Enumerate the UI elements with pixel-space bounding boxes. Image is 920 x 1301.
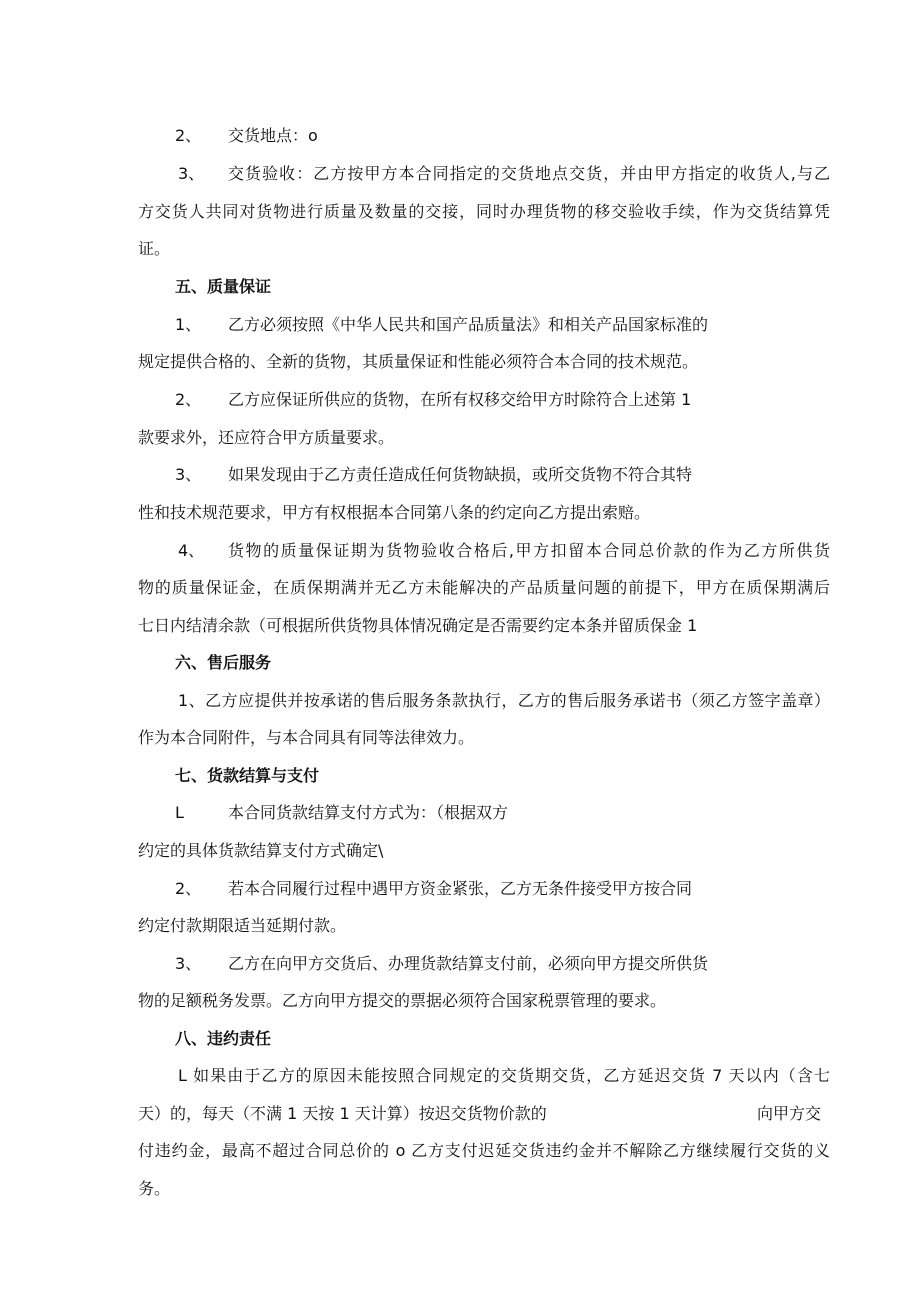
liability-line-3: 付违约金，最高不超过合同总价的 o 乙方支付迟延交货违约金并不解除乙方继续履行交货的义 [138,1141,830,1160]
section-heading-quality: 五、质量保证 [175,277,272,296]
liability-line-4: 务。 [138,1179,171,1198]
liability-line-1: L 如果由于乙方的原因未能按照合同规定的交货期交货，乙方延迟交货 7 天以内（含七 [178,1066,830,1085]
after-sales-line-2: 作为本合同附件，与本合同具有同等法律效力。 [138,728,475,747]
section-heading-after-sales: 六、售后服务 [175,653,272,672]
payment-item-3-line-1: 乙方在向甲方交货后、办理货款结算支付前，必须向甲方提交所供货 [228,954,709,973]
item-number: 2、 [175,390,202,409]
quality-item-4-line-1: 货物的质量保证期为货物验收合格后,甲方扣留本合同总价款的作为乙方所供货 [228,541,830,560]
payment-item-1-line-1: 本合同货款结算支付方式为：（根据双方 [228,803,509,822]
delivery-acceptance-line-1: 交货验收：乙方按甲方本合同指定的交货地点交货，并由甲方指定的收货人,与乙 [228,164,830,183]
quality-item-2-line-2: 款要求外，还应符合甲方质量要求。 [138,428,395,447]
delivery-acceptance-line-3: 证。 [138,239,171,258]
delivery-acceptance-line-2: 方交货人共同对货物进行质量及数量的交接，同时办理货物的移交验收手续，作为交货结算凭 [138,202,830,221]
after-sales-line-1: 1、乙方应提供并按承诺的售后服务条款执行，乙方的售后服务承诺书（须乙方签字盖章） [178,691,830,710]
liability-line-2b: 向甲方交 [757,1104,822,1123]
payment-item-2-line-2: 约定付款期限适当延期付款。 [138,916,347,935]
section-heading-liability: 八、违约责任 [175,1029,272,1048]
quality-item-1-line-1: 乙方必须按照《中华人民共和国产品质量法》和相关产品国家标准的 [228,315,709,334]
liability-line-2a: 天）的，每天（不满 1 天按 1 天计算）按迟交货物价款的 [138,1104,547,1123]
delivery-location: 交货地点：o [228,126,318,145]
payment-item-2-line-1: 若本合同履行过程中遇甲方资金紧张，乙方无条件接受甲方按合同 [228,879,693,898]
quality-item-3-line-1: 如果发现由于乙方责任造成任何货物缺损，或所交货物不符合其特 [228,465,693,484]
item-number: 1、 [175,315,202,334]
item-number: 2、 [175,879,202,898]
quality-item-4-line-2: 物的质量保证金，在质保期满并无乙方未能解决的产品质量问题的前提下，甲方在质保期满后 [138,578,830,597]
section-heading-payment: 七、货款结算与支付 [175,766,320,785]
item-number: 3、 [175,465,202,484]
quality-item-1-line-2: 规定提供合格的、全新的货物，其质量保证和性能必须符合本合同的技术规范。 [138,352,699,371]
quality-item-2-line-1: 乙方应保证所供应的货物，在所有权移交给甲方时除符合上述第 1 [228,390,692,409]
quality-item-4-line-3: 七日内结清余款（可根据所供货物具体情况确定是否需要约定本条并留质保金 1 [138,616,698,635]
payment-item-1-line-2: 约定的具体货款结算支付方式确定\ [138,841,384,860]
item-number: 2、 [175,126,202,145]
item-number: 3、 [175,954,202,973]
item-number: L [175,803,184,822]
payment-item-3-line-2: 物的足额税务发票。乙方向甲方提交的票据必须符合国家税票管理的要求。 [138,991,667,1010]
quality-item-3-line-2: 性和技术规范要求，甲方有权根据本合同第八条的约定向乙方提出索赔。 [138,503,651,522]
item-number: 3、 [178,164,205,183]
item-number: 4、 [178,541,205,560]
